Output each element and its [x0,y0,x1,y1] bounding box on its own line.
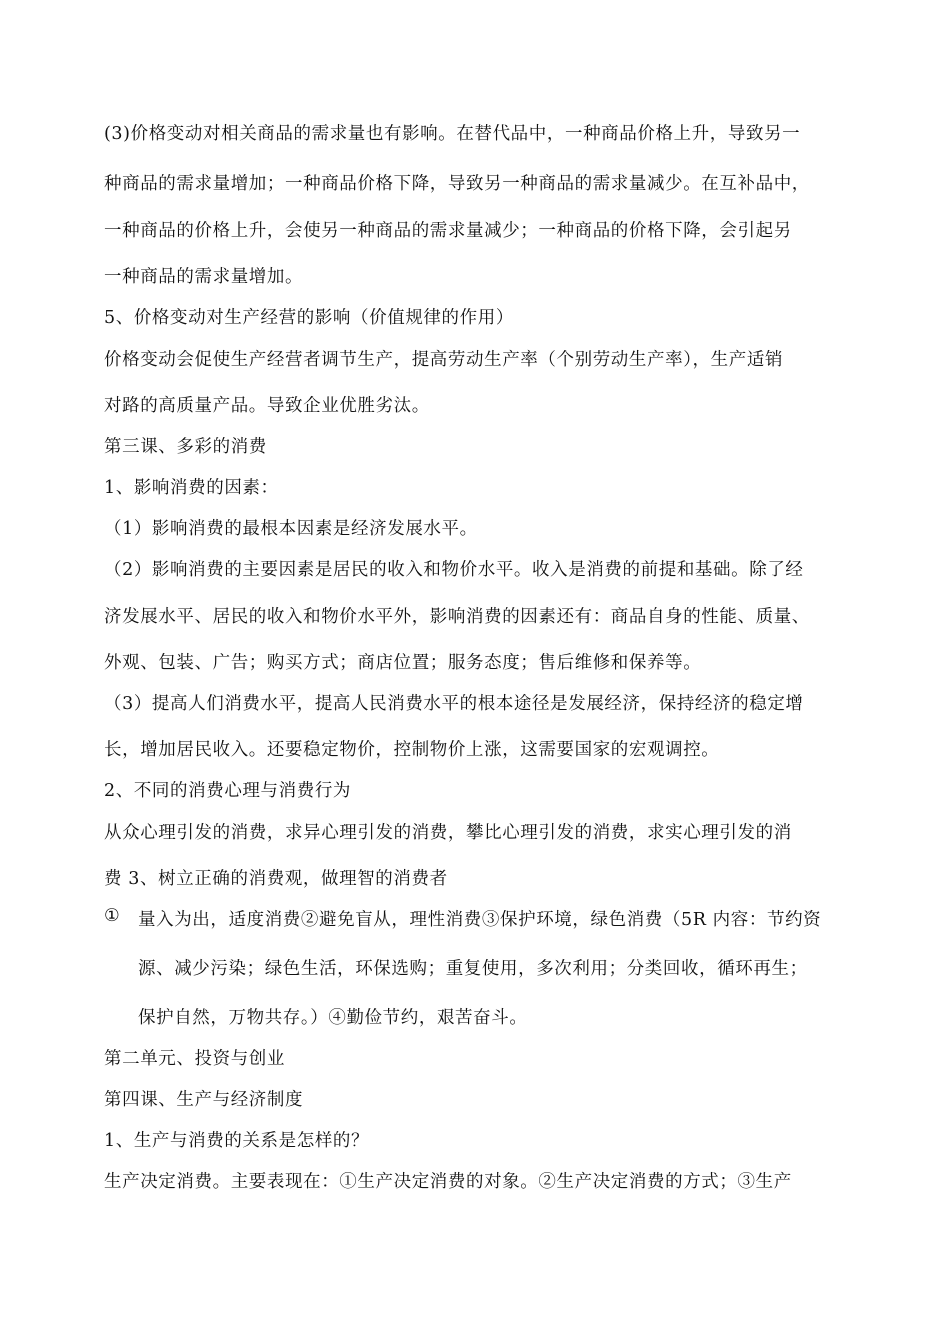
lesson-heading: 第三课、多彩的消费 [104,437,267,457]
list-item-line: 量入为出，适度消费②避免盲从，理性消费③保护环境，绿色消费（5R 内容：节约资 [138,910,822,930]
text-line: 一种商品的价格上升，会使另一种商品的需求量减少；一种商品的价格下降，会引起另 [104,221,792,241]
text-line: 长，增加居民收入。还要稳定物价，控制物价上涨，这需要国家的宏观调控。 [104,740,720,760]
text-line: 对路的高质量产品。导致企业优胜劣汰。 [104,396,430,416]
unit-heading: 第二单元、投资与创业 [104,1049,285,1069]
text-line: 济发展水平、居民的收入和物价水平外，影响消费的因素还有：商品自身的性能、质量、 [104,607,810,627]
text-line: 生产决定消费。主要表现在：①生产决定消费的对象。②生产决定消费的方式；③生产 [104,1172,792,1192]
text-line: 费 3、树立正确的消费观，做理智的消费者 [104,869,448,889]
text-line: （2）影响消费的主要因素是居民的收入和物价水平。收入是消费的前提和基础。除了经 [104,560,804,580]
section-heading: 5、价格变动对生产经营的影响（价值规律的作用） [104,308,514,328]
section-heading: 1、影响消费的因素： [104,478,279,498]
lesson-heading: 第四课、生产与经济制度 [104,1090,304,1110]
text-line: 从众心理引发的消费，求异心理引发的消费，攀比心理引发的消费，求实心理引发的消 [104,823,792,843]
list-marker: ① [104,906,120,926]
text-line: （1）影响消费的最根本因素是经济发展水平。 [104,519,478,539]
text-line: 价格变动会促使生产经营者调节生产，提高劳动生产率（个别劳动生产率），生产适销 [104,350,784,370]
text-line: 种商品的需求量增加；一种商品价格下降，导致另一种商品的需求量减少。在互补品中， [104,174,810,194]
list-item-line: 保护自然，万物共存。）④勤俭节约，艰苦奋斗。 [138,1008,528,1028]
text-line: (3)价格变动对相关商品的需求量也有影响。在替代品中，一种商品价格上升，导致另一 [104,124,801,144]
text-line: 外观、包装、广告；购买方式；商店位置；服务态度；售后维修和保养等。 [104,653,702,673]
section-heading: 1、生产与消费的关系是怎样的？ [104,1131,370,1151]
text-line: （3）提高人们消费水平，提高人民消费水平的根本途径是发展经济，保持经济的稳定增 [104,694,804,714]
text-line: 一种商品的需求量增加。 [104,267,304,287]
list-item-line: 源、减少污染；绿色生活，环保选购；重复使用，多次利用；分类回收，循环再生； [138,959,808,979]
section-heading: 2、不同的消费心理与消费行为 [104,781,352,801]
